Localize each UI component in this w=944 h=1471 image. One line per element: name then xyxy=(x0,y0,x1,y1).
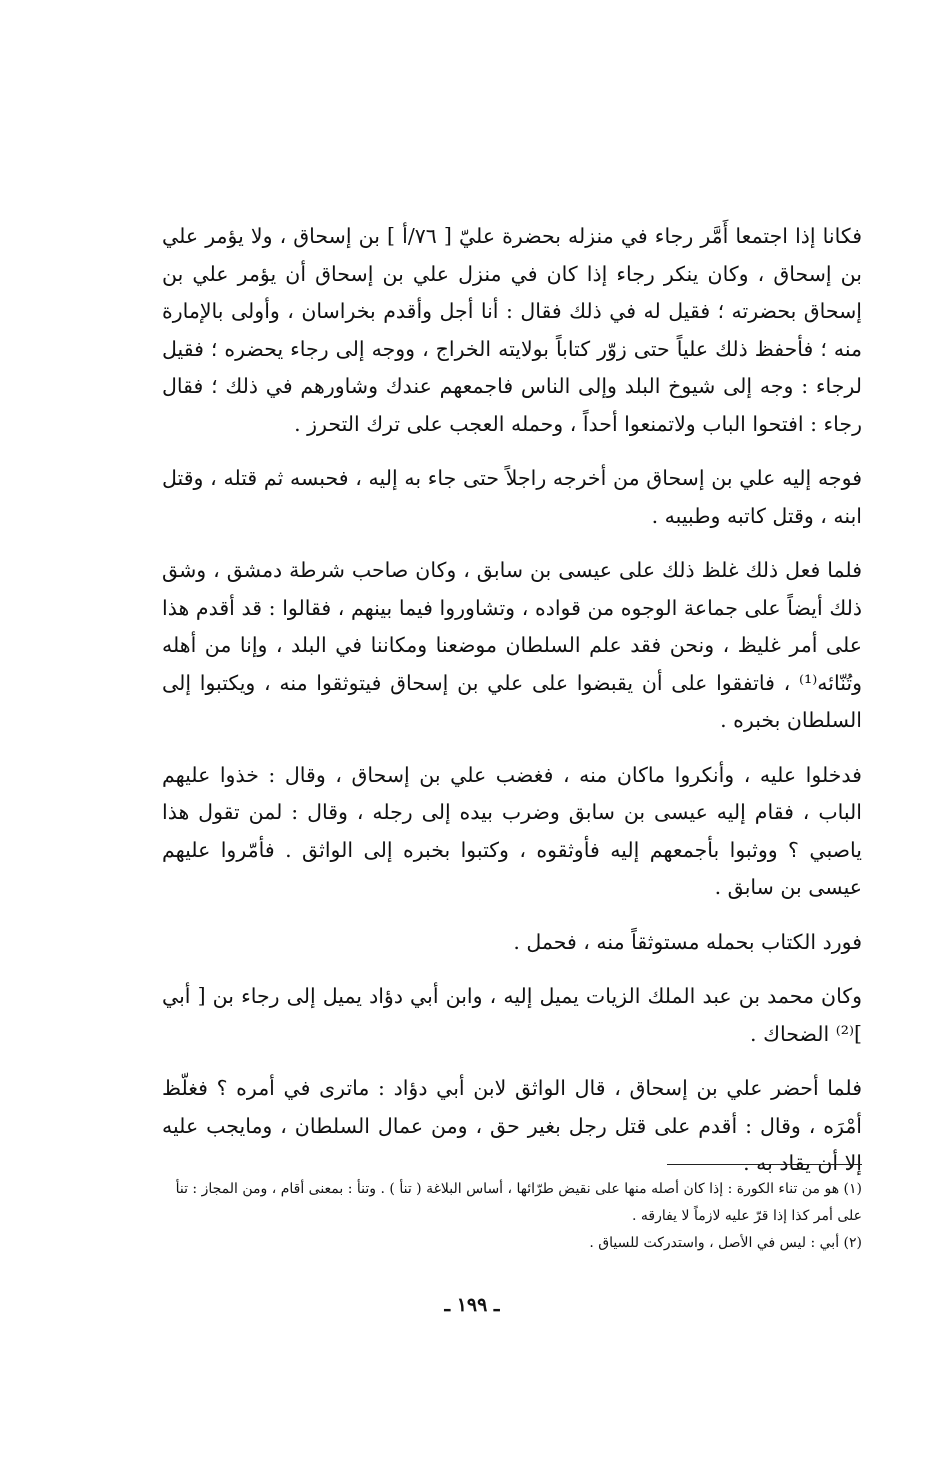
main-text xyxy=(162,218,862,1200)
footnotes xyxy=(162,1176,862,1257)
paragraph-4: فدخلوا عليه ، وأنكروا ماكان منه ، فغضب علي بن إسحاق ، وقال : خذوا عليهم الباب ، فقام إليه عيسى بن سابق وضرب بيده إلى رجله ، وقال : لمن تقول هذا ياصبي ؟ ووثبوا بأجمعهم إليه فأوثقوه ، وكتبوا بخبره إلى الواثق . فأمّروا عليهم عيسى بن سابق . xyxy=(162,762,862,899)
page-number: ـ ١٩٩ ـ xyxy=(444,1294,500,1316)
paragraph-2: فوجه إليه علي بن إسحاق من أخرجه راجلاً حتى جاء به إليه ، فحبسه ثم قتله ، وقتل ابنه ، وقتل كاتبه وطبيبه . xyxy=(162,466,862,528)
footnote-divider xyxy=(667,1164,862,1165)
paragraph-6: وكان محمد بن عبد الملك الزيات يميل إليه ، وابن أبي دؤاد يميل إلى رجاء بن [ أبي ]⁽²⁾ الضحاك . xyxy=(162,984,862,1046)
paragraph-1: فكانا إذا اجتمعا أَمَّر رجاء في منزله بحضرة عليّ [ ٧٦/أ ] بن إسحاق ، ولا يؤمر علي بن إسحاق ، وكان ينكر رجاء إذا كان في منزل علي بن إسحاق أن يؤمر علي بن إسحاق بحضرته ؛ فقيل له في ذلك فقال : أنا أجل وأقدم بخراسان ، وأولى بالإمارة منه ؛ فأحفظ ذلك علياً حتى زوّر كتاباً بولايته الخراج ، ووجه إلى رجاء يحضره ؛ فقيل لرجاء : وجه إلى شيوخ البلد وإلى الناس فاجمعهم عندك وشاورهم في ذلك ؛ فقال رجاء : افتحوا الباب ولاتمنعوا أحداً ، وحمله العجب على ترك التحرز . xyxy=(162,224,862,436)
paragraph-5: فورد الكتاب بحمله مستوثقاً منه ، فحمل . xyxy=(513,929,862,954)
paragraph-7: فلما أحضر علي بن إسحاق ، قال الواثق لابن أبي دؤاد : ماترى في أمره ؟ فغلّظ أمْرَه ، وقال : أقدم على قتل رجل بغير حق ، ومن عمال السلطان ، ومايجب عليه إلا أن يقاد به . xyxy=(162,1076,862,1175)
footnote-2: (٢) أبي : ليس في الأصل ، واستدركت للسياق . xyxy=(589,1235,862,1251)
footnote-1: (١) هو من تناء الكورة : إذا كان أصله منها على نقيض طرّائها ، أساس البلاغة ( تنأ ) . وتنأ : بمعنى أقام ، ومن المجاز : تنأ على أمر كذا إذا قرّ عليه لازماً لا يفارقه . xyxy=(175,1181,862,1224)
paragraph-3: فلما فعل ذلك غلظ ذلك على عيسى بن سابق ، وكان صاحب شرطة دمشق ، وشق ذلك أيضاً على جماعة الوجوه من قواده ، وتشاوروا فيما بينهم ، فقالوا : قد أقدم هذا على أمر غليظ ، ونحن فقد علم السلطان موضعنا ومكاننا في البلد ، وإنا من أهله وتُنّائه⁽¹⁾ ، فاتفقوا على أن يقبضوا على علي بن إسحاق فيتوثقوا منه ، ويكتبوا إلى السلطان بخبره . xyxy=(162,558,862,732)
